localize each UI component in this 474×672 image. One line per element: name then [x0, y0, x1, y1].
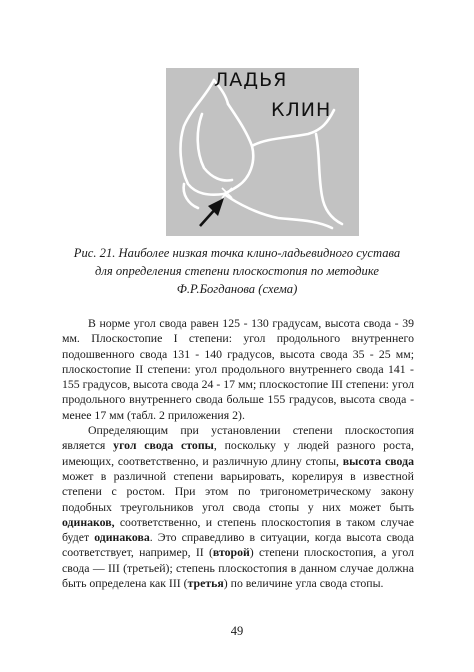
caption-line: для определения степени плоскостопия по методике — [94, 264, 379, 278]
body-text — [62, 316, 414, 591]
page-number: 49 — [230, 624, 244, 638]
text-run: ) по величине угла свода стопы. — [223, 576, 384, 591]
bone-outline-drawing — [166, 68, 359, 236]
figure-scheme — [166, 68, 359, 236]
bold-term: одинакова — [94, 530, 150, 545]
paragraph-determining — [62, 423, 414, 591]
text-run: ) степени плоскостопия, а угол свода — III (третьей); степень плоскостопия в данном случае должна быть определена как III ( — [62, 545, 414, 591]
text-run: , поскольку у людей разного роста, имеющих, соответственно, и различную длину стопы, — [62, 438, 414, 468]
text-run: . Это справедливо в ситуации, когда высота свода соответствует, например, II ( — [62, 530, 414, 560]
label-ladya: ЛАДЬЯ — [214, 69, 288, 91]
bold-term: угол свода стопы — [113, 438, 214, 453]
bold-term: третья — [187, 576, 224, 591]
bold-term: высота свода — [342, 453, 414, 468]
figure-caption — [60, 244, 414, 298]
bold-term: второй — [212, 545, 250, 560]
arrow-icon — [200, 198, 224, 226]
paragraph-norms: В норме угол свода равен 125 - 130 градусам, высота свода - 39 мм. Плоскостопие I степени: угол продольного внутреннего подошвенного свода 131 - 140 градусов, высота свода 35 - 25 мм; плоскостопие II степени: угол продольного внутреннего свода 141 - 155 градусов, высота свода 24 - 17 мм; плоскостопие III степени: угол продольного внутреннего свода больше 155 градусов, высота свода - менее 17 мм (табл. 2 приложения 2). — [62, 316, 414, 422]
bold-term: одинаков, — [62, 514, 115, 529]
text-run: Определяющим при установлении степени плоскостопия является — [62, 423, 414, 453]
caption-line: Ф.Р.Богданова (схема) — [176, 282, 298, 296]
label-klin: КЛИН — [271, 99, 332, 121]
text-run: соответственно, и степень плоскостопия в таком случае будет — [62, 514, 414, 545]
text-run: может в различной степени варьировать, корелируя в известной степени с ростом. При этом по тригонометрическому закону подобных треугольников угол свода стопы у них может быть — [62, 468, 414, 514]
caption-line: Рис. 21. Наиболее низкая точка клино-ладьевидного сустава — [73, 246, 401, 260]
